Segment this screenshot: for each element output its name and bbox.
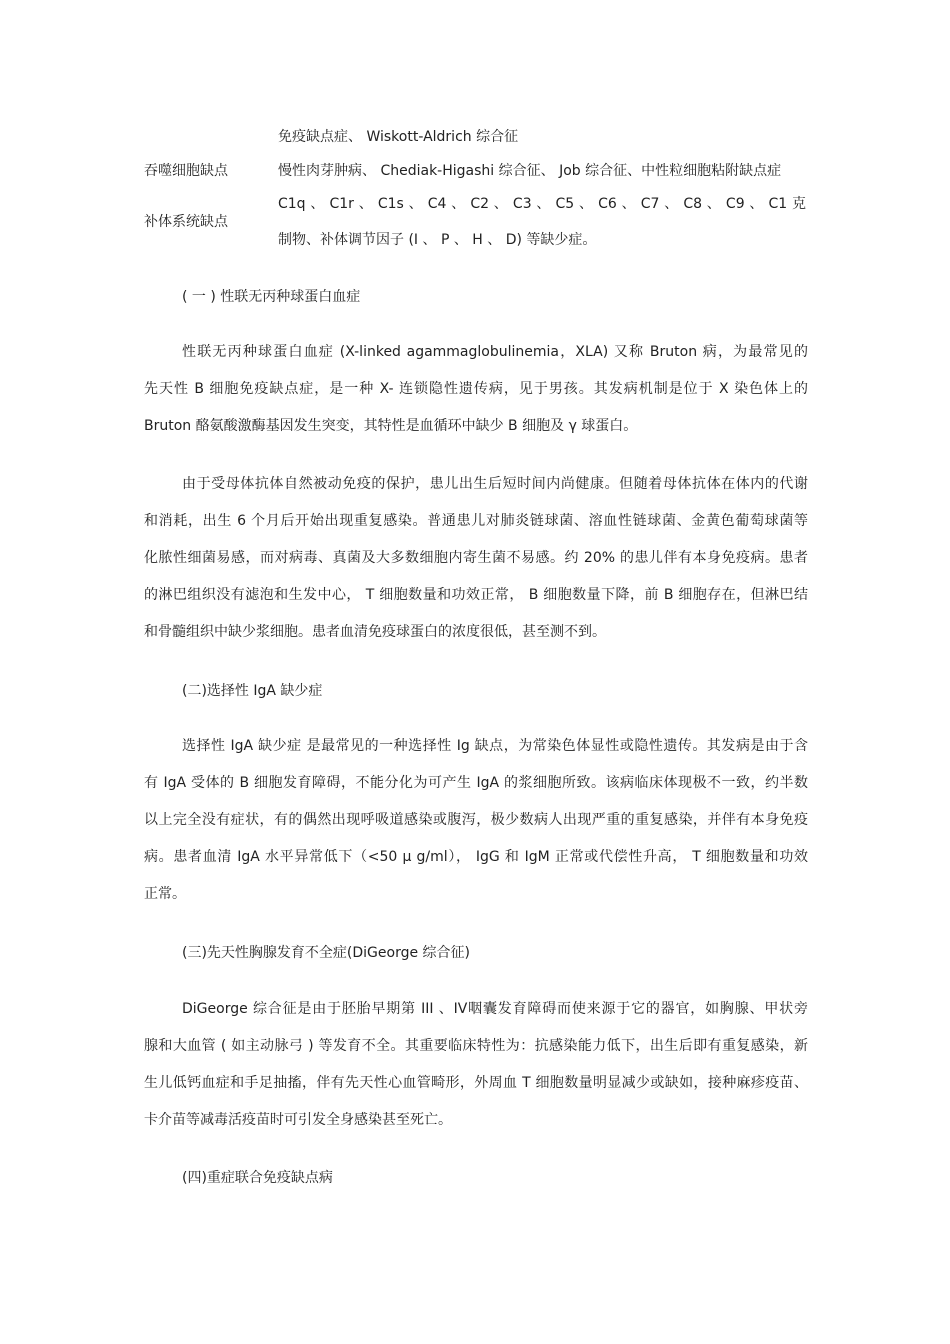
paragraph-line: DiGeorge 综合征是由于胚胎早期第 III 、IV咽囊发育障碍而使来源于它的器官，如胸腺、甲状旁	[182, 1001, 808, 1017]
paragraph-line: Bruton 酪氨酸激酶基因发生突变，其特性是血循环中缺少 B 细胞及 γ 球蛋白。	[144, 418, 638, 434]
paragraph-line: 病。患者血清 IgA 水平异常低下（<50 μ g/ml）， IgG 和 IgM 正常或代偿性升高， T 细胞数量和功效	[144, 849, 808, 865]
section-4-heading: (四)重症联合免疫缺点病	[182, 1170, 333, 1186]
paragraph-line: 的淋巴组织没有滤泡和生发中心， T 细胞数量和功效正常， B 细胞数量下降，前 B 细胞存在，但淋巴结	[144, 587, 808, 603]
table-row-1-label: 吞噬细胞缺点	[144, 163, 228, 179]
table-row-2-value-line1: C1q 、 C1r 、 C1s 、 C4 、 C2 、 C3 、 C5 、 C6 、 C7 、 C8 、 C9 、 C1 克	[278, 196, 806, 212]
section-1-paragraph-1	[144, 334, 808, 445]
paragraph-line: 正常。	[144, 886, 186, 902]
table-row-2-label: 补体系统缺点	[144, 214, 228, 230]
section-1-heading: ( 一 ) 性联无丙种球蛋白血症	[182, 289, 361, 305]
section-2-heading: (二)选择性 IgA 缺少症	[182, 683, 323, 699]
section-3-paragraph-1	[144, 991, 808, 1139]
paragraph-line: 性联无丙种球蛋白血症 (X-linked agammaglobulinemia，XLA) 又称 Bruton 病，为最常见的	[182, 344, 808, 360]
paragraph-line: 由于受母体抗体自然被动免疫的保护，患儿出生后短时间内尚健康。但随着母体抗体在体内的代谢	[182, 476, 808, 492]
table-row-0-value: 免疫缺点症、 Wiskott-Aldrich 综合征	[278, 129, 519, 145]
table-row-2-value-line2: 制物、补体调节因子 (I 、 P 、 H 、 D) 等缺少症。	[278, 232, 597, 248]
paragraph-line: 生儿低钙血症和手足抽搐，伴有先天性心血管畸形，外周血 T 细胞数量明显减少或缺如，接种麻疹疫苗、	[144, 1075, 808, 1091]
section-1-paragraph-2	[144, 466, 808, 651]
paragraph-line: 化脓性细菌易感，而对病毒、真菌及大多数细胞内寄生菌不易感。约 20% 的患儿伴有本身免疫病。患者	[144, 550, 808, 566]
paragraph-line: 先天性 B 细胞免疫缺点症，是一种 X- 连锁隐性遗传病，见于男孩。其发病机制是位于 X 染色体上的	[144, 381, 808, 397]
paragraph-line: 有 IgA 受体的 B 细胞发育障碍，不能分化为可产生 IgA 的浆细胞所致。该病临床体现极不一致，约半数	[144, 775, 808, 791]
paragraph-line: 卡介苗等减毒活疫苗时可引发全身感染甚至死亡。	[144, 1112, 452, 1128]
section-2-paragraph-1	[144, 728, 808, 913]
table-row-1-value: 慢性肉芽肿病、 Chediak-Higashi 综合征、 Job 综合征、中性粒细胞粘附缺点症	[278, 163, 782, 179]
paragraph-line: 和消耗，出生 6 个月后开始出现重复感染。普通患儿对肺炎链球菌、溶血性链球菌、金黄色葡萄球菌等	[144, 513, 808, 529]
paragraph-line: 腺和大血管 ( 如主动脉弓 ) 等发育不全。其重要临床特性为：抗感染能力低下，出生后即有重复感染，新	[144, 1038, 808, 1054]
paragraph-line: 和骨髓组织中缺少浆细胞。患者血清免疫球蛋白的浓度很低，甚至测不到。	[144, 624, 606, 640]
section-3-heading: (三)先天性胸腺发育不全症(DiGeorge 综合征)	[182, 945, 471, 961]
paragraph-line: 选择性 IgA 缺少症 是最常见的一种选择性 Ig 缺点，为常染色体显性或隐性遗传。其发病是由于含	[182, 738, 808, 754]
paragraph-line: 以上完全没有症状，有的偶然出现呼吸道感染或腹泻，极少数病人出现严重的重复感染，并伴有本身免疫	[144, 812, 808, 828]
